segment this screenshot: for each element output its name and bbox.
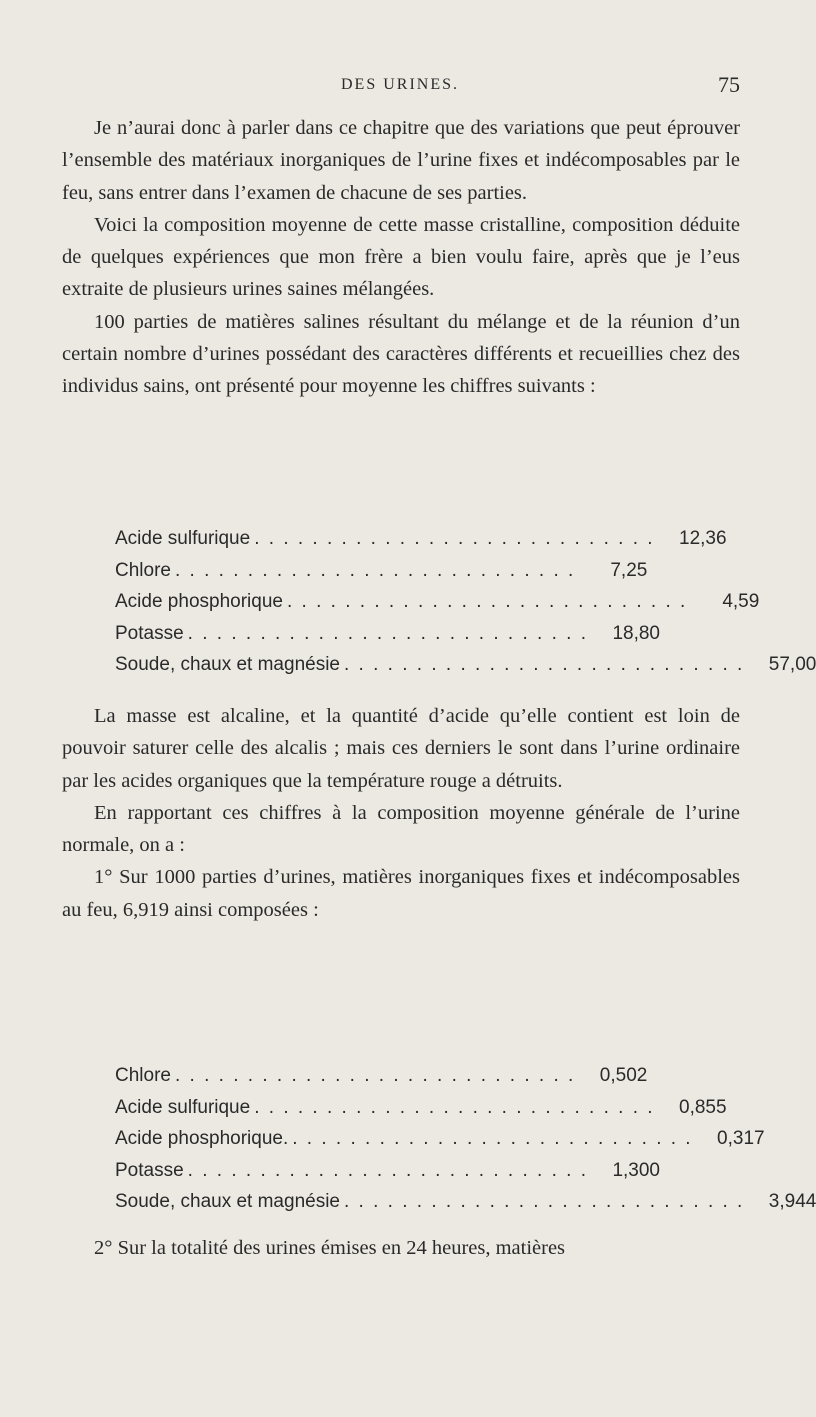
component-name: Acide sulfurique <box>115 1096 251 1118</box>
component-name: Chlore <box>115 559 171 581</box>
component-name: Soude, chaux et magnésie <box>115 654 340 675</box>
leader-dots: . . . . . . . . . . . . . . . . . . . . . . . . . . . . <box>187 622 588 644</box>
leader-dots: . . . . . . . . . . . . . . . . . . . . . . . . . . . . <box>292 1128 693 1149</box>
component-name: Acide phosphorique. <box>115 1128 289 1149</box>
leader-dots: . . . . . . . . . . . . . . . . . . . . . . . . . . . . <box>344 1191 745 1212</box>
leader-dots: . . . . . . . . . . . . . . . . . . . . . . . . . . . . <box>254 1096 655 1118</box>
component-value: 0,502 <box>599 1065 648 1086</box>
component-value: 0,855 <box>679 1096 727 1118</box>
composition-table-1000-parts <box>115 1060 816 1218</box>
paragraph: La masse est alcaline, et la quantité d’acide qu’elle contient est loin de pouvoir saturer celle des alcalis ; mais ces derniers le sont dans l’urine ordinaire par les acides organiques que la température rouge a détruits. <box>62 705 740 792</box>
component-value: 4,59 <box>722 591 760 612</box>
table-row <box>115 1060 648 1092</box>
component-name: Chlore <box>115 1065 171 1086</box>
paragraph: 2° Sur la totalité des urines émises en 24 heures, matières <box>94 1237 566 1259</box>
paragraph: Voici la composition moyenne de cette masse cristalline, composition déduite de quelques expériences que mon frère a bien voulu faire, après que je l’eus extraite de plusieurs urines saines mélangées. <box>62 213 740 301</box>
component-name: Acide sulfurique <box>115 528 251 549</box>
component-name: Potasse <box>115 1159 184 1181</box>
paragraph: En rapportant ces chiffres à la composition moyenne générale de l’urine normale, on a : <box>62 801 740 857</box>
leader-dots: . . . . . . . . . . . . . . . . . . . . . . . . . . . . <box>344 654 745 675</box>
paragraph: 100 parties de matières salines résultant du mélange et de la réunion d’un certain nombre d’urines possédant des caractères différents et recueillies chez des individus sains, ont présenté pour moyenne les chiffres suivants : <box>62 310 740 398</box>
text-block-2 <box>62 700 740 926</box>
table-row <box>115 1092 727 1124</box>
component-name: Potasse <box>115 622 184 644</box>
running-head: DES URINES. <box>340 76 459 93</box>
leader-dots: . . . . . . . . . . . . . . . . . . . . . . . . . . . . <box>174 559 576 581</box>
component-name: Acide phosphorique <box>115 591 283 612</box>
component-value: 3,944 <box>768 1191 816 1212</box>
text-block-1 <box>62 112 740 403</box>
component-value: 57,00 <box>768 654 816 675</box>
composition-table-100-parts <box>115 523 816 681</box>
page-number: 75 <box>718 72 740 97</box>
leader-dots: . . . . . . . . . . . . . . . . . . . . . . . . . . . . <box>254 528 655 549</box>
table-row <box>115 586 760 618</box>
component-value: 0,317 <box>717 1128 765 1149</box>
table-row <box>115 1186 816 1218</box>
text-block-3 <box>62 1232 740 1264</box>
leader-dots: . . . . . . . . . . . . . . . . . . . . . . . . . . . . <box>174 1065 576 1086</box>
leader-dots: . . . . . . . . . . . . . . . . . . . . . . . . . . . . <box>187 1159 588 1181</box>
table-row <box>115 618 660 650</box>
leader-dots: . . . . . . . . . . . . . . . . . . . . . . . . . . . . <box>286 591 688 612</box>
table-row <box>115 523 727 555</box>
component-name: Soude, chaux et magnésie <box>115 1191 340 1212</box>
component-value: 18,80 <box>612 622 660 644</box>
component-value: 1,300 <box>612 1159 660 1181</box>
component-value: 7,25 <box>610 559 648 581</box>
component-value: 12,36 <box>679 528 727 549</box>
table-row <box>115 555 648 587</box>
page-header <box>60 72 740 102</box>
table-row <box>115 649 816 681</box>
table-row <box>115 1155 660 1187</box>
paragraph: 1° Sur 1000 parties d’urines, matières inorganiques fixes et indécomposables au feu, 6,919 ainsi composées : <box>62 866 740 921</box>
table-row <box>115 1123 765 1155</box>
paragraph: Je n’aurai donc à parler dans ce chapitre que des variations que peut éprouver l’ensemble des matériaux inorganiques de l’urine fixes et indécomposables par le feu, sans entrer dans l’examen de chacune de ses parties. <box>62 117 740 204</box>
